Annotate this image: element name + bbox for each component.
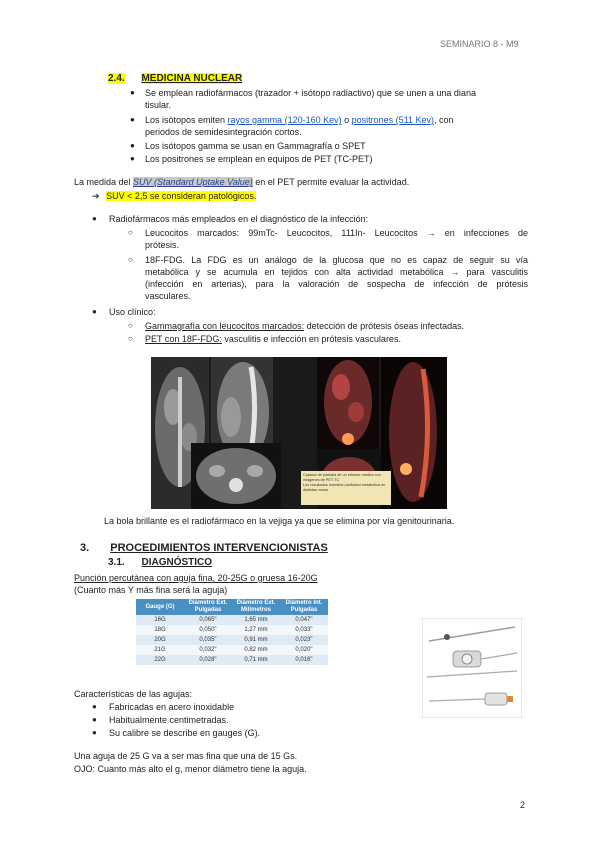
- bullet-text: [145, 114, 454, 126]
- bullet-text: tisular.: [145, 100, 172, 110]
- radio-item-text: metabólica y se acumula en tejidos con alta actividad metabólica → para vasculitis: [145, 267, 528, 277]
- bullet-text: Se emplean radiofármacos (trazador + isótopo radiactivo) que se unen a una diana: [145, 88, 476, 98]
- table-cell: 0,020": [280, 645, 328, 655]
- gamma-link[interactable]: rayos gamma (120-160 Kev): [227, 115, 342, 125]
- suv-term: SUV (Standard Uptake Value): [133, 177, 253, 187]
- figure-overlay-note: [301, 471, 391, 505]
- suv-note-line: [92, 190, 256, 202]
- bullet-fragment: Los isótopos emiten: [145, 115, 228, 125]
- puncion-line: Punción percutánea con aguja fina, 20-25G o gruesa 16-20G: [74, 573, 318, 583]
- bullet-fragment: o: [341, 115, 352, 125]
- section-number: 3.: [80, 542, 90, 554]
- section-heading-2-4: [108, 73, 242, 85]
- radio-item-text: (infección en arterias), para la valoración de sospecha de infección de prótesis: [145, 279, 528, 289]
- overlay-line: Captura de pantalla de un informe médico con imágenes de PET-TC: [303, 473, 381, 482]
- bullet-text: Los positrones se emplean en equipos de PET (TC-PET): [145, 154, 373, 164]
- table-cell: 20G: [136, 635, 184, 645]
- circle-bullet-icon: ○: [128, 334, 133, 343]
- table-header: Diámetro Ext. Pulgadas: [184, 599, 232, 615]
- table-row: [136, 645, 328, 655]
- caracteristica-item: Su calibre se describe en gauges (G).: [109, 728, 261, 738]
- circle-bullet-icon: ○: [128, 255, 133, 264]
- table-cell: 0,035": [184, 635, 232, 645]
- needle-photo: [422, 618, 522, 718]
- table-cell: 0,023": [280, 635, 328, 645]
- table-header: Gauge (G): [136, 599, 184, 615]
- bullet-dot: ●: [130, 141, 135, 150]
- bullet-dot: ●: [130, 154, 135, 163]
- table-cell: 22G: [136, 655, 184, 665]
- bullet-dot: ●: [92, 214, 97, 223]
- circle-bullet-icon: ○: [128, 321, 133, 330]
- uso-term: Gammagrafía con leucocitos marcados:: [145, 321, 305, 331]
- circle-bullet-icon: ○: [128, 228, 133, 237]
- section-title: PROCEDIMIENTOS INTERVENCIONISTAS: [110, 542, 328, 554]
- table-header: Diámetro Int. Pulgadas: [280, 599, 328, 615]
- radio-item-text: 18F-FDG. La FDG es un análogo de la glucosa que no es capaz de seguir su vía: [145, 255, 528, 265]
- suv-paragraph: [74, 176, 409, 188]
- caracteristicas-title: Características de las agujas:: [74, 689, 193, 699]
- uso-title: Uso clínico:: [109, 307, 156, 317]
- biopsy-needle-icon: [423, 619, 521, 717]
- bullet-dot: ●: [92, 307, 97, 316]
- table-cell: 0,016": [280, 655, 328, 665]
- bullet-fragment: , con: [434, 115, 454, 125]
- uso-item: [145, 320, 464, 332]
- table-cell: 0,71 mm: [232, 655, 280, 665]
- gauge-table-wrapper: [136, 599, 328, 665]
- figure-caption: La bola brillante es el radiofármaco en la vejiga ya que se elimina por vía genitourinaria.: [104, 516, 455, 526]
- running-header: SEMINARIO 8 - M9: [440, 39, 519, 49]
- uso-desc: vasculitis e infección en prótesis vasculares.: [221, 334, 401, 344]
- bullet-text: Los isótopos gamma se usan en Gammagrafía o SPET: [145, 141, 366, 151]
- bullet-dot: ●: [92, 728, 97, 737]
- subsection-title: DIAGNÓSTICO: [141, 557, 213, 568]
- radio-item-text: prótesis.: [145, 240, 180, 250]
- bullet-dot: ●: [130, 88, 135, 97]
- radio-item-text: vasculares.: [145, 291, 191, 301]
- section-number: 2.4.: [108, 73, 125, 84]
- table-cell: 0,065": [184, 615, 232, 625]
- subsection-number: 3.1.: [108, 557, 125, 568]
- table-cell: 0,028": [184, 655, 232, 665]
- table-row: [136, 625, 328, 635]
- puncion-note: (Cuanto más Y más fina será la aguja): [74, 585, 228, 595]
- positrones-link[interactable]: positrones (511 Kev): [351, 115, 435, 125]
- uso-term: PET con 18F-FDG:: [145, 334, 222, 344]
- note-line: OJO: Cuanto más alto el g, menor diámetro tiene la aguja.: [74, 764, 307, 774]
- arrow-icon: ➔: [92, 191, 100, 201]
- bullet-dot: ●: [92, 715, 97, 724]
- table-cell: 0,050": [184, 625, 232, 635]
- table-cell: 1,27 mm: [232, 625, 280, 635]
- suv-text: en el PET permite evaluar la actividad.: [252, 177, 410, 187]
- page-number: 2: [520, 800, 526, 810]
- table-cell: 16G: [136, 615, 184, 625]
- subsection-heading-3-1: [108, 556, 212, 569]
- table-cell: 18G: [136, 625, 184, 635]
- bullet-dot: ●: [130, 115, 135, 124]
- section-title: MEDICINA NUCLEAR: [141, 73, 243, 84]
- suv-text: La medida del: [74, 177, 134, 187]
- table-row: [136, 615, 328, 625]
- table-cell: 0,91 mm: [232, 635, 280, 645]
- table-cell: 21G: [136, 645, 184, 655]
- gauge-table: [136, 599, 328, 665]
- table-cell: 0,032": [184, 645, 232, 655]
- table-cell: 0,82 mm: [232, 645, 280, 655]
- bullet-dot: ●: [92, 702, 97, 711]
- pet-ct-images: [151, 357, 447, 509]
- overlay-line: Los resultados muestran actividad metabólica en distintas zonas: [303, 483, 386, 492]
- suv-note: SUV < 2,5 se consideran patológicos.: [106, 191, 257, 201]
- table-cell: 1,65 mm: [232, 615, 280, 625]
- table-cell: 0,047": [280, 615, 328, 625]
- uso-item: [145, 333, 401, 345]
- caracteristica-item: Habitualmente centimetradas.: [109, 715, 229, 725]
- caracteristica-item: Fabricadas en acero inoxidable: [109, 702, 235, 712]
- table-row: [136, 655, 328, 665]
- section-heading-3: [80, 541, 328, 555]
- table-cell: 0,033": [280, 625, 328, 635]
- table-header: Diámetro Ext. Milímetros: [232, 599, 280, 615]
- radio-item-text: Leucocitos marcados: 99mTc- Leucocitos, 111In- Leucocitos → en infecciones de: [145, 228, 528, 238]
- table-header-row: [136, 599, 328, 615]
- bullet-text: periodos de semidesintegración cortos.: [145, 127, 302, 137]
- uso-desc: detección de prótesis óseas infectadas.: [304, 321, 465, 331]
- medical-images-figure: [151, 357, 447, 509]
- note-line: Una aguja de 25 G va a ser mas fina que una de 15 Gs.: [74, 751, 298, 761]
- table-row: [136, 635, 328, 645]
- radio-title: Radiofármacos más empleados en el diagnóstico de la infección:: [109, 214, 369, 224]
